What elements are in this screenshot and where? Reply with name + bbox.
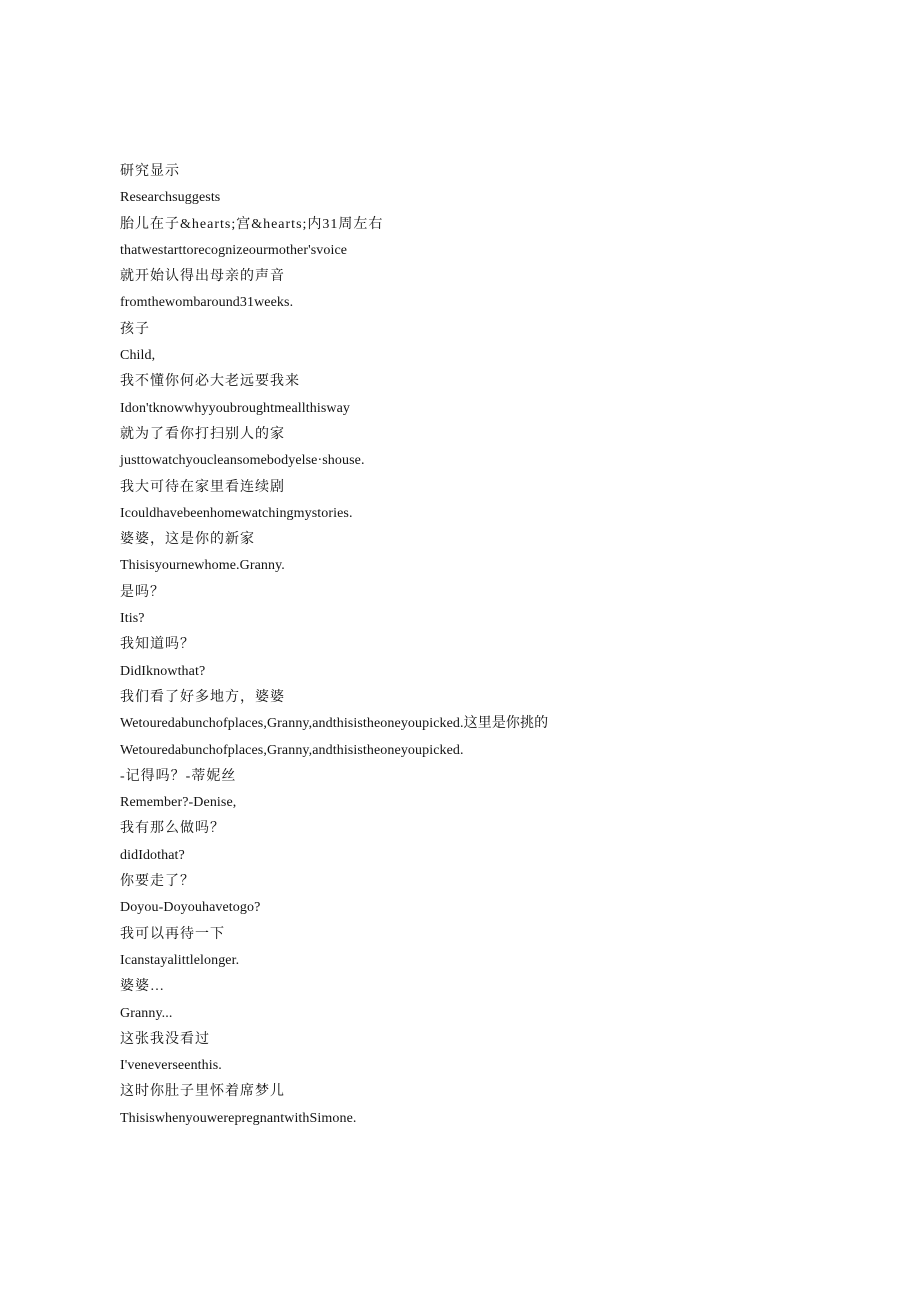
chinese-subtitle-line: 研究显示 — [120, 164, 180, 179]
chinese-subtitle-line: 这时你肚子里怀着席梦儿 — [120, 1084, 285, 1100]
english-subtitle-line: Idon'tknowwhyyoubroughtmeallthisway — [120, 400, 350, 416]
english-subtitle-line: Researchsuggests — [120, 190, 221, 206]
chinese-subtitle-line: 胎儿在子&hearts;宫&hearts;内31周左右 — [120, 216, 384, 232]
english-subtitle-line: thatwestarttorecognizeourmother'svoice — [120, 242, 348, 258]
english-subtitle-line: Wetouredabunchofplaces,Granny,andthisistheoneyoupicked. — [120, 742, 464, 758]
english-subtitle-line: justtowatchyoucleansomebodyelse·shouse. — [120, 453, 365, 469]
chinese-subtitle-line: 婆婆，这是你的新家 — [120, 532, 255, 548]
chinese-subtitle-line: 是吗？ — [120, 584, 165, 600]
chinese-subtitle-line: 就为了看你打扫别人的家 — [120, 426, 285, 442]
english-subtitle-line: Granny... — [120, 1005, 173, 1021]
english-subtitle-line: I'veneverseenthis. — [120, 1058, 222, 1074]
chinese-subtitle-line: 婆婆… — [120, 979, 165, 995]
chinese-subtitle-line: -记得吗？-蒂妮丝 — [120, 768, 237, 784]
english-subtitle-line: Wetouredabunchofplaces,Granny,andthisistheoneyoupicked.这里是你挑的 — [120, 716, 549, 732]
chinese-subtitle-line: 我有那么做吗？ — [120, 821, 225, 837]
chinese-subtitle-line: 我可以再待一下 — [120, 926, 225, 942]
chinese-subtitle-line: 我知道吗？ — [120, 637, 195, 653]
english-subtitle-line: Icouldhavebeenhomewatchingmystories. — [120, 505, 353, 521]
chinese-subtitle-line: 我不懂你何必大老远要我来 — [120, 374, 300, 390]
chinese-subtitle-line: 孩子 — [120, 321, 150, 337]
chinese-subtitle-line: 我大可待在家里看连续剧 — [120, 479, 285, 495]
english-subtitle-line: Icanstayalittlelonger. — [120, 952, 240, 968]
english-subtitle-line: fromthewombaround31weeks. — [120, 295, 294, 311]
english-subtitle-line: didIdothat? — [120, 847, 185, 863]
english-subtitle-line: DidIknowthat? — [120, 663, 206, 679]
chinese-subtitle-line: 就开始认得出母亲的声音 — [120, 269, 285, 285]
chinese-subtitle-line: 这张我没看过 — [120, 1031, 210, 1047]
english-subtitle-line: Itis? — [120, 611, 145, 627]
chinese-subtitle-line: 你要走了？ — [120, 874, 195, 890]
english-subtitle-line: ThisiswhenyouwerepregnantwithSimone. — [120, 1110, 357, 1126]
english-subtitle-line: Remember?-Denise, — [120, 795, 237, 811]
english-subtitle-line: Thisisyournewhome.Granny. — [120, 558, 285, 574]
english-subtitle-line: Child, — [120, 348, 156, 364]
chinese-subtitle-line: 我们看了好多地方，婆婆 — [120, 689, 285, 705]
subtitle-transcript — [120, 159, 820, 1132]
english-subtitle-line: Doyou-Doyouhavetogo? — [120, 900, 261, 916]
